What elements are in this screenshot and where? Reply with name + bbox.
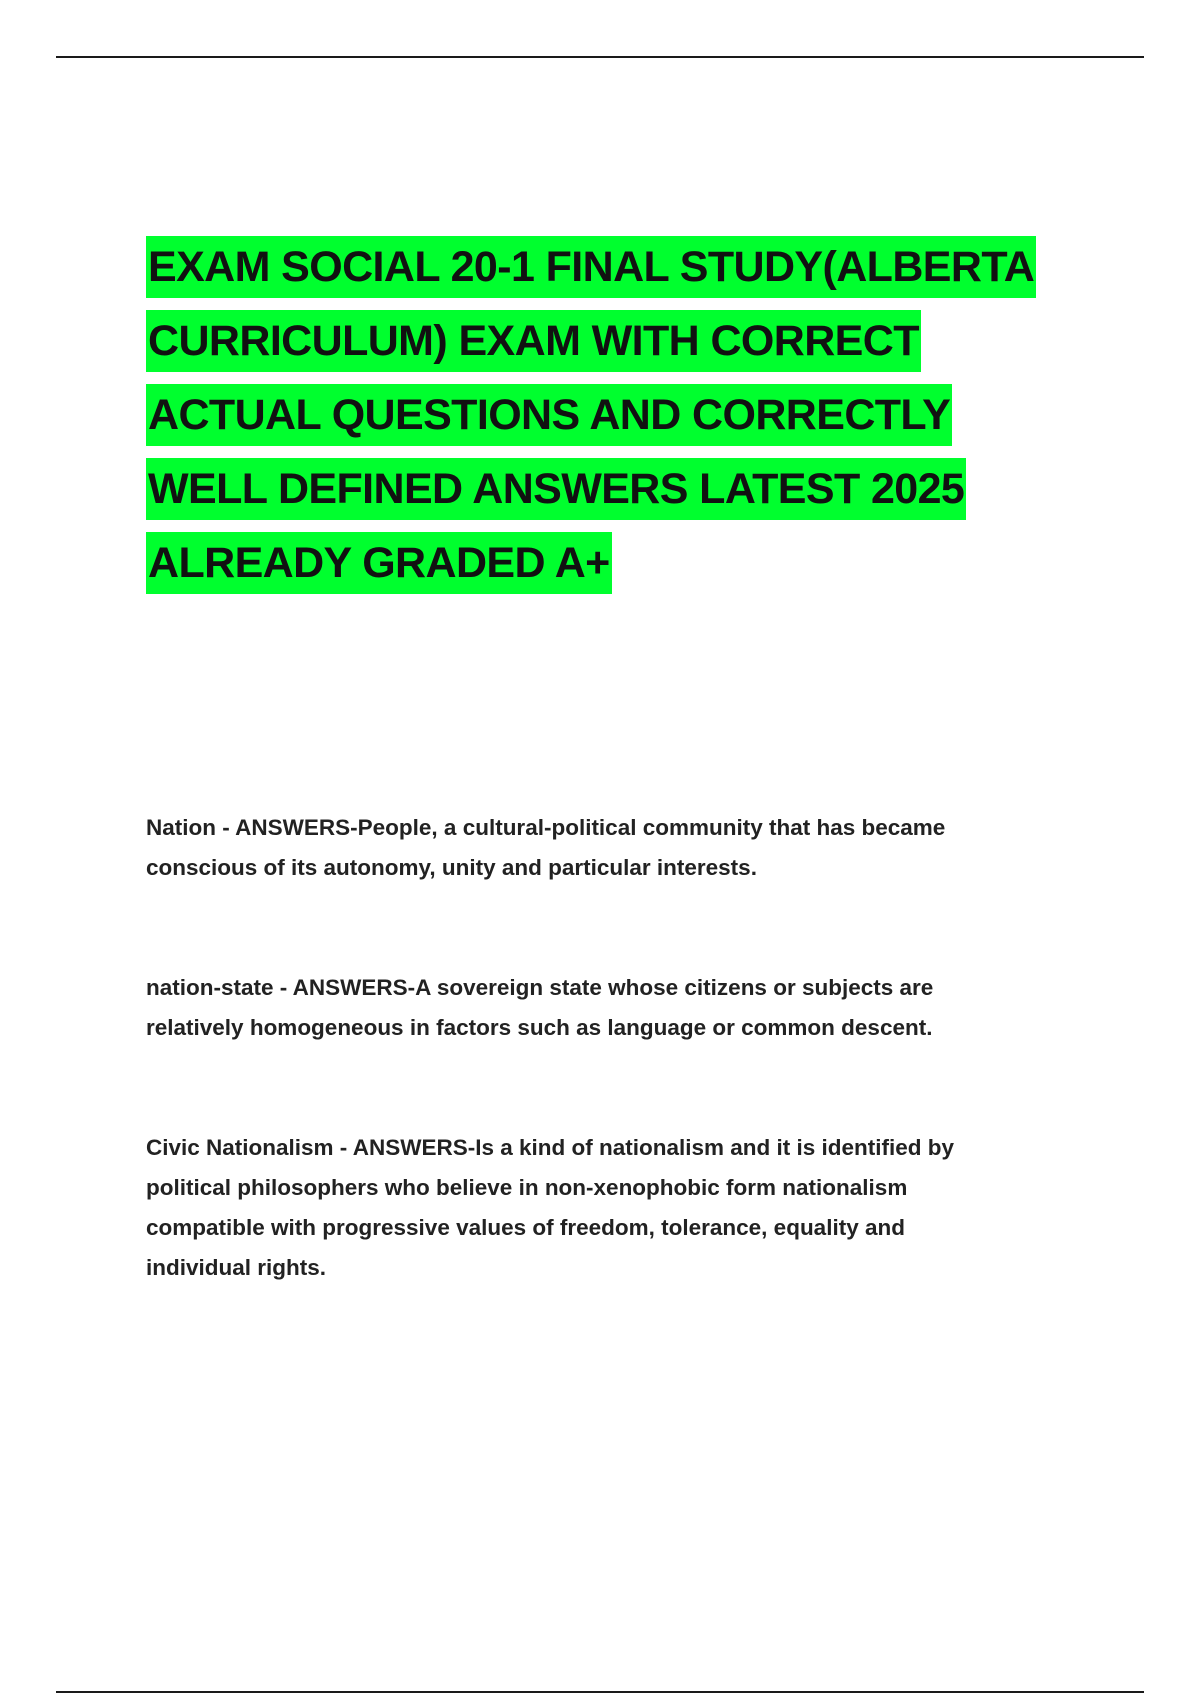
title-line: ALREADY GRADED A+ bbox=[146, 532, 1086, 606]
entry-line: nation-state - ANSWERS-A sovereign state whose citizens or subjects are bbox=[146, 975, 934, 1000]
entry-line: conscious of its autonomy, unity and particular interests. bbox=[146, 855, 757, 880]
qa-entry-nation bbox=[146, 808, 1046, 888]
title-line: WELL DEFINED ANSWERS LATEST 2025 bbox=[146, 458, 1086, 532]
entry-spacer bbox=[146, 888, 1046, 968]
title-line: EXAM SOCIAL 20-1 FINAL STUDY(ALBERTA bbox=[146, 236, 1086, 310]
bottom-rule bbox=[56, 1691, 1144, 1693]
qa-entry-nation-state bbox=[146, 968, 1046, 1048]
entry-line: political philosophers who believe in non-xenophobic form nationalism bbox=[146, 1175, 908, 1200]
document-title bbox=[146, 236, 1086, 606]
entry-line: relatively homogeneous in factors such as language or common descent. bbox=[146, 1015, 933, 1040]
entry-line: individual rights. bbox=[146, 1255, 327, 1280]
entry-line: compatible with progressive values of freedom, tolerance, equality and bbox=[146, 1215, 905, 1240]
top-rule bbox=[56, 56, 1144, 58]
entry-line: Nation - ANSWERS-People, a cultural-political community that has became bbox=[146, 815, 946, 840]
title-line: CURRICULUM) EXAM WITH CORRECT bbox=[146, 310, 1086, 384]
title-line: ACTUAL QUESTIONS AND CORRECTLY bbox=[146, 384, 1086, 458]
entry-spacer bbox=[146, 1048, 1046, 1128]
qa-entry-civic-nationalism bbox=[146, 1128, 1046, 1288]
entry-line: Civic Nationalism - ANSWERS-Is a kind of nationalism and it is identified by bbox=[146, 1135, 955, 1160]
qa-entries bbox=[146, 808, 1046, 1288]
